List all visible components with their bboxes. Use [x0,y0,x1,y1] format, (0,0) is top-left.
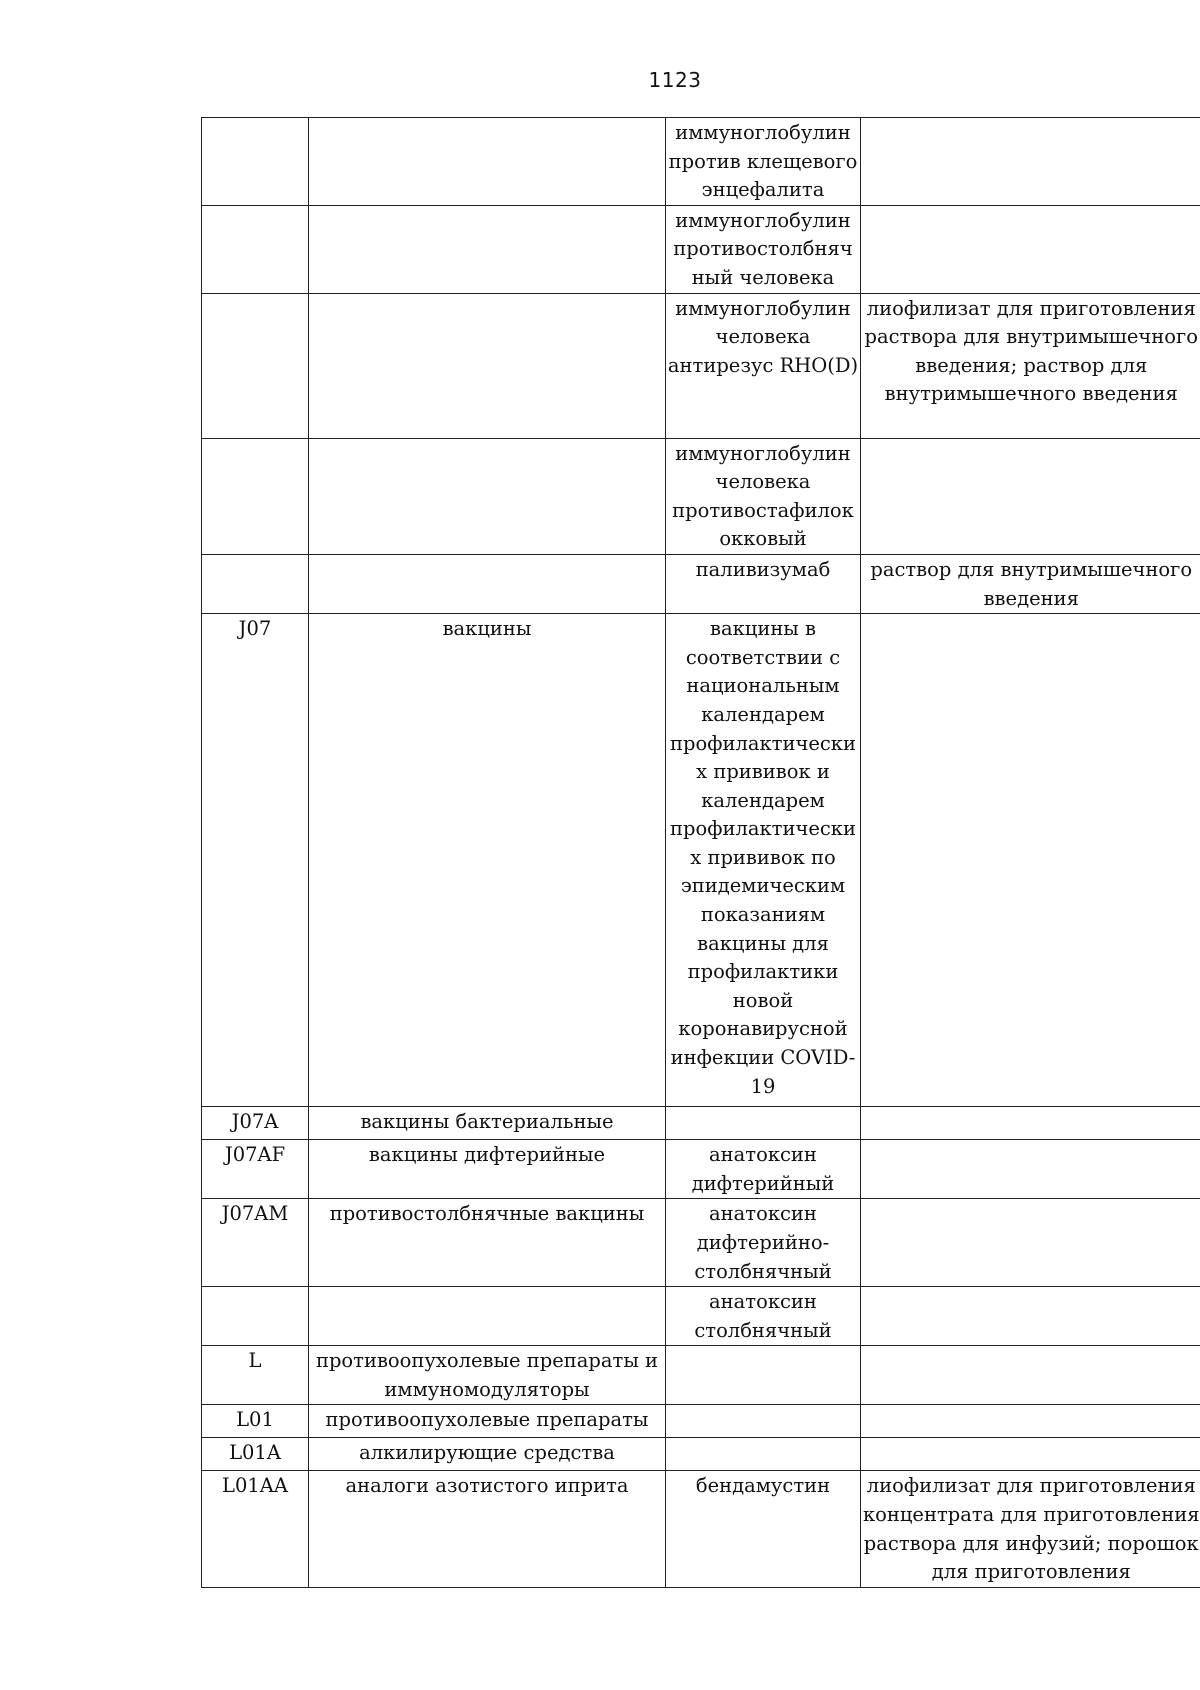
drug-name-cell [666,1107,861,1140]
group-name-cell [309,118,666,206]
table-row [202,118,1200,206]
table-row [202,205,1200,293]
atc-code-cell: J07A [202,1107,309,1140]
dosage-form-cell [861,1140,1200,1199]
drug-name-cell [666,1438,861,1471]
dosage-form-cell [861,1199,1200,1287]
group-name-cell [309,438,666,554]
group-name-cell: противоопухолевые препараты [309,1405,666,1438]
dosage-form-cell [861,1405,1200,1438]
table-row [202,1438,1200,1471]
page-number: 1123 [648,68,702,92]
atc-code-cell: J07AM [202,1199,309,1287]
drug-name-cell [666,1405,861,1438]
drug-name-cell: иммуноглобулин человека противостафилококковый [666,438,861,554]
dosage-form-cell: раствор для внутримышечного введения [861,554,1200,613]
drug-name-cell: иммуноглобулин противостолбнячный человека [666,205,861,293]
atc-code-cell: L01AA [202,1471,309,1587]
atc-code-cell: L01A [202,1438,309,1471]
table-row [202,438,1200,554]
drug-name-cell: анатоксин дифтерийно-столбнячный [666,1199,861,1287]
dosage-form-cell: лиофилизат для приготовления концентрата для приготовления раствора для инфузий; порошок для приготовления [861,1471,1200,1587]
drug-name-cell: паливизумаб [666,554,861,613]
atc-code-cell [202,1287,309,1346]
dosage-form-cell [861,438,1200,554]
table-row [202,1287,1200,1346]
table-row [202,293,1200,438]
dosage-form-cell [861,614,1200,1107]
atc-code-cell: J07 [202,614,309,1107]
group-name-cell: аналоги азотистого иприта [309,1471,666,1587]
dosage-form-cell: лиофилизат для приготовления раствора для внутримышечного введения; раствор для внутримышечного введения [861,293,1200,438]
dosage-form-cell [861,1287,1200,1346]
dosage-form-cell [861,1438,1200,1471]
atc-code-cell [202,438,309,554]
table-row [202,1346,1200,1405]
group-name-cell: противостолбнячные вакцины [309,1199,666,1287]
table-row [202,1140,1200,1199]
atc-code-cell [202,554,309,613]
drug-name-cell [666,1346,861,1405]
atc-code-cell [202,205,309,293]
table-row [202,554,1200,613]
dosage-form-cell [861,205,1200,293]
atc-code-cell: L01 [202,1405,309,1438]
atc-code-cell [202,118,309,206]
drug-table [201,117,1200,1588]
drug-name-cell: анатоксин дифтерийный [666,1140,861,1199]
table-row [202,1471,1200,1587]
table-row [202,1107,1200,1140]
group-name-cell [309,554,666,613]
group-name-cell: противоопухолевые препараты и иммуномодуляторы [309,1346,666,1405]
group-name-cell [309,1287,666,1346]
dosage-form-cell [861,1346,1200,1405]
drug-name-cell: вакцины в соответствии с национальным календарем профилактических прививок и календарем профилактических прививок по эпидемическим показаниям вакцины для профилактики новой коронавирусной инфекции COVID-19 [666,614,861,1107]
atc-code-cell: L [202,1346,309,1405]
table-row [202,1199,1200,1287]
group-name-cell: вакцины бактериальные [309,1107,666,1140]
dosage-form-cell [861,1107,1200,1140]
drug-name-cell: иммуноглобулин против клещевого энцефалита [666,118,861,206]
dosage-form-cell [861,118,1200,206]
drug-name-cell: иммуноглобулин человека антирезус RHO(D) [666,293,861,438]
drug-name-cell: бендамустин [666,1471,861,1587]
atc-code-cell [202,293,309,438]
group-name-cell: вакцины дифтерийные [309,1140,666,1199]
table-row [202,614,1200,1107]
group-name-cell [309,205,666,293]
drug-name-cell: анатоксин столбнячный [666,1287,861,1346]
group-name-cell: алкилирующие средства [309,1438,666,1471]
atc-code-cell: J07AF [202,1140,309,1199]
table-row [202,1405,1200,1438]
group-name-cell: вакцины [309,614,666,1107]
group-name-cell [309,293,666,438]
